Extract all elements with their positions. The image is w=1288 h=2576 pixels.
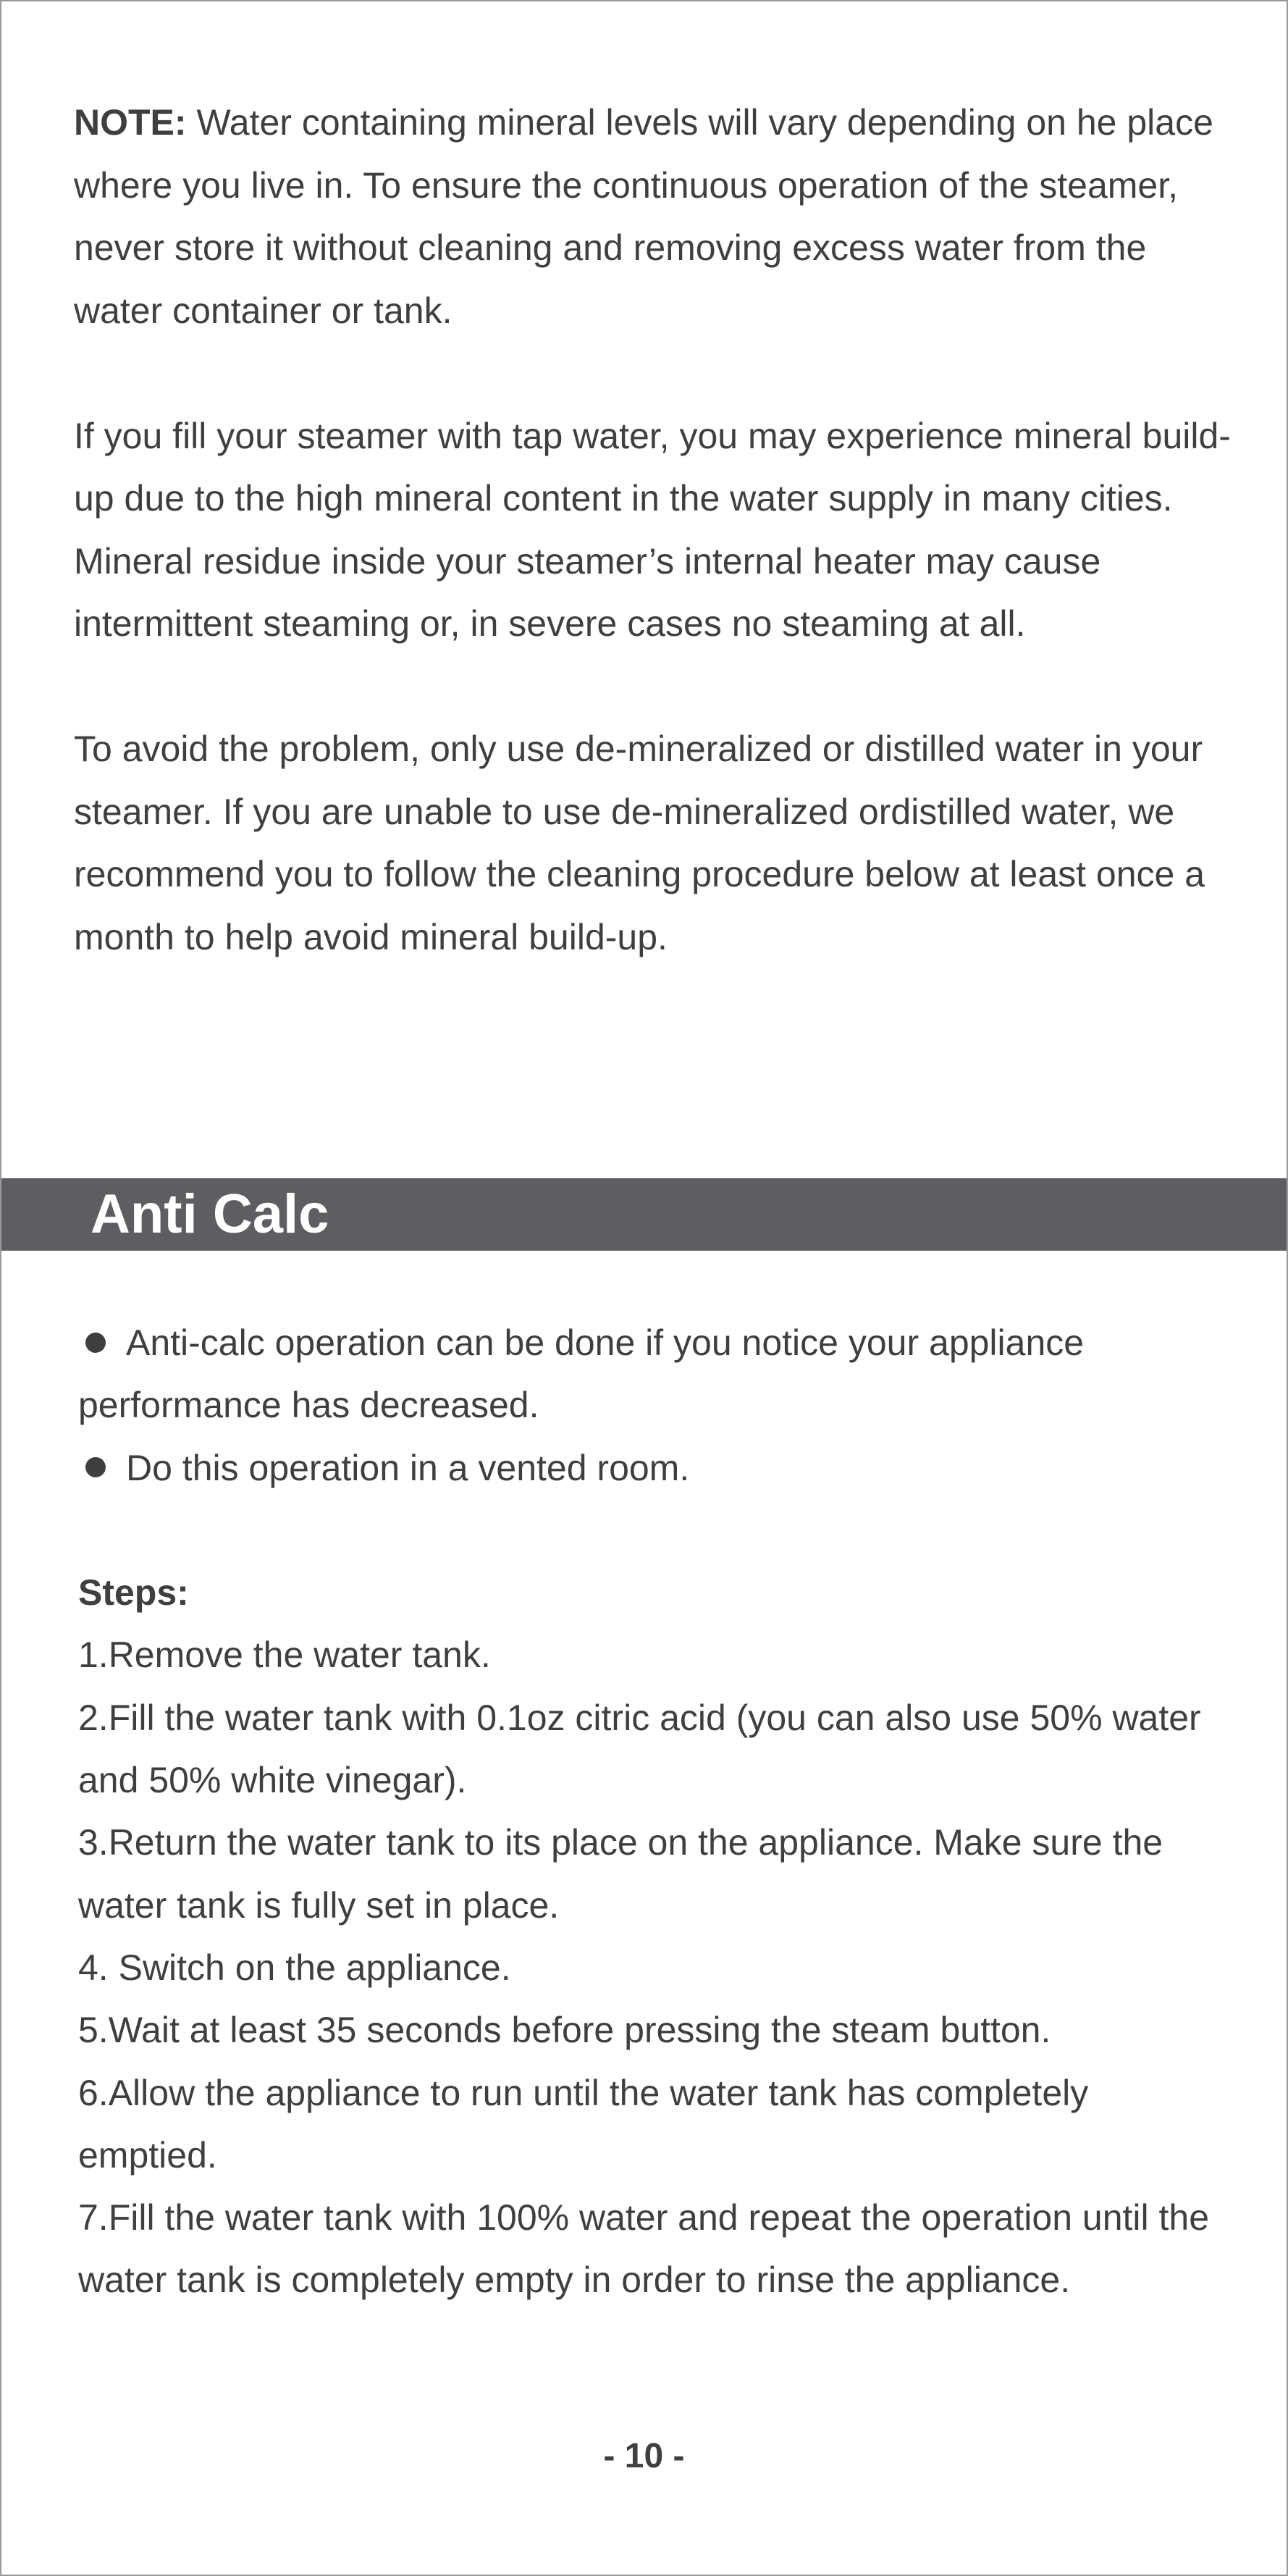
steps-heading: Steps: bbox=[78, 1572, 189, 1614]
step-number: 2. bbox=[78, 1697, 109, 1738]
list-item bbox=[78, 1312, 1237, 1437]
step-number: 5. bbox=[78, 2010, 109, 2051]
step-text: Fill the water tank with 100% water and repeat the operation until the water tank is completely empty in order to rinse the appliance. bbox=[78, 2197, 1210, 2301]
step-item bbox=[78, 2186, 1237, 2312]
step-text: Remove the water tank. bbox=[108, 1635, 491, 1676]
step-item bbox=[78, 1937, 1237, 1999]
step-text: Allow the appliance to run until the water tank has completely emptied. bbox=[78, 2072, 1089, 2176]
bullet-icon bbox=[85, 1457, 106, 1477]
step-item bbox=[78, 1687, 1237, 1812]
intro-text bbox=[74, 91, 1232, 968]
list-item bbox=[78, 1437, 1237, 1499]
section-title: Anti Calc bbox=[91, 1183, 329, 1245]
tap-water-paragraph: If you fill your steamer with tap water, you may experience mineral build-up due to the high mineral content in the water supply in many cities. Mineral residue inside your steamer’s internal heater may cause intermittent steaming or, in severe cases no steaming at all. bbox=[74, 415, 1231, 644]
note-label: NOTE: bbox=[74, 102, 187, 143]
step-number: 7. bbox=[78, 2197, 109, 2239]
anti-calc-content bbox=[78, 1312, 1237, 2312]
step-text: Return the water tank to its place on the appliance. Make sure the water tank is fully set in place. bbox=[78, 1822, 1163, 1926]
step-text: Fill the water tank with 0.1oz citric acid (you can also use 50% water and 50% white vinegar). bbox=[78, 1697, 1201, 1801]
bullet-icon bbox=[85, 1333, 106, 1353]
steps-list bbox=[78, 1624, 1237, 2311]
page-number: - 10 - bbox=[603, 2437, 685, 2475]
step-item bbox=[78, 2062, 1237, 2187]
section-header-bar bbox=[1, 1178, 1287, 1251]
step-item bbox=[78, 1624, 1237, 1686]
step-item bbox=[78, 1999, 1237, 2061]
bullet-text: Anti-calc operation can be done if you notice your appliance performance has decreased. bbox=[78, 1322, 1085, 1426]
note-paragraph bbox=[74, 91, 1232, 342]
step-number: 6. bbox=[78, 2072, 109, 2113]
step-item bbox=[78, 1811, 1237, 1937]
bullet-list bbox=[78, 1312, 1237, 1499]
step-number: 4. bbox=[78, 1947, 109, 1988]
avoid-problem-paragraph: To avoid the problem, only use de-mineralized or distilled water in your steamer. If you are unable to use de-mineralized ordistilled water, we recommend you to follow the cleaning procedure below at least once a month to help avoid mineral build-up. bbox=[74, 729, 1205, 957]
step-number: 3. bbox=[78, 1822, 109, 1863]
bullet-text: Do this operation in a vented room. bbox=[126, 1447, 690, 1488]
step-number: 1. bbox=[78, 1635, 109, 1676]
step-text: Switch on the appliance. bbox=[108, 1947, 511, 1988]
note-text: Water containing mineral levels will vary depending on he place where you live in. To ensure the continuous operation of the steamer, never store it without cleaning and removing excess water from the water container or tank. bbox=[74, 102, 1213, 331]
step-text: Wait at least 35 seconds before pressing the steam button. bbox=[108, 2010, 1051, 2051]
